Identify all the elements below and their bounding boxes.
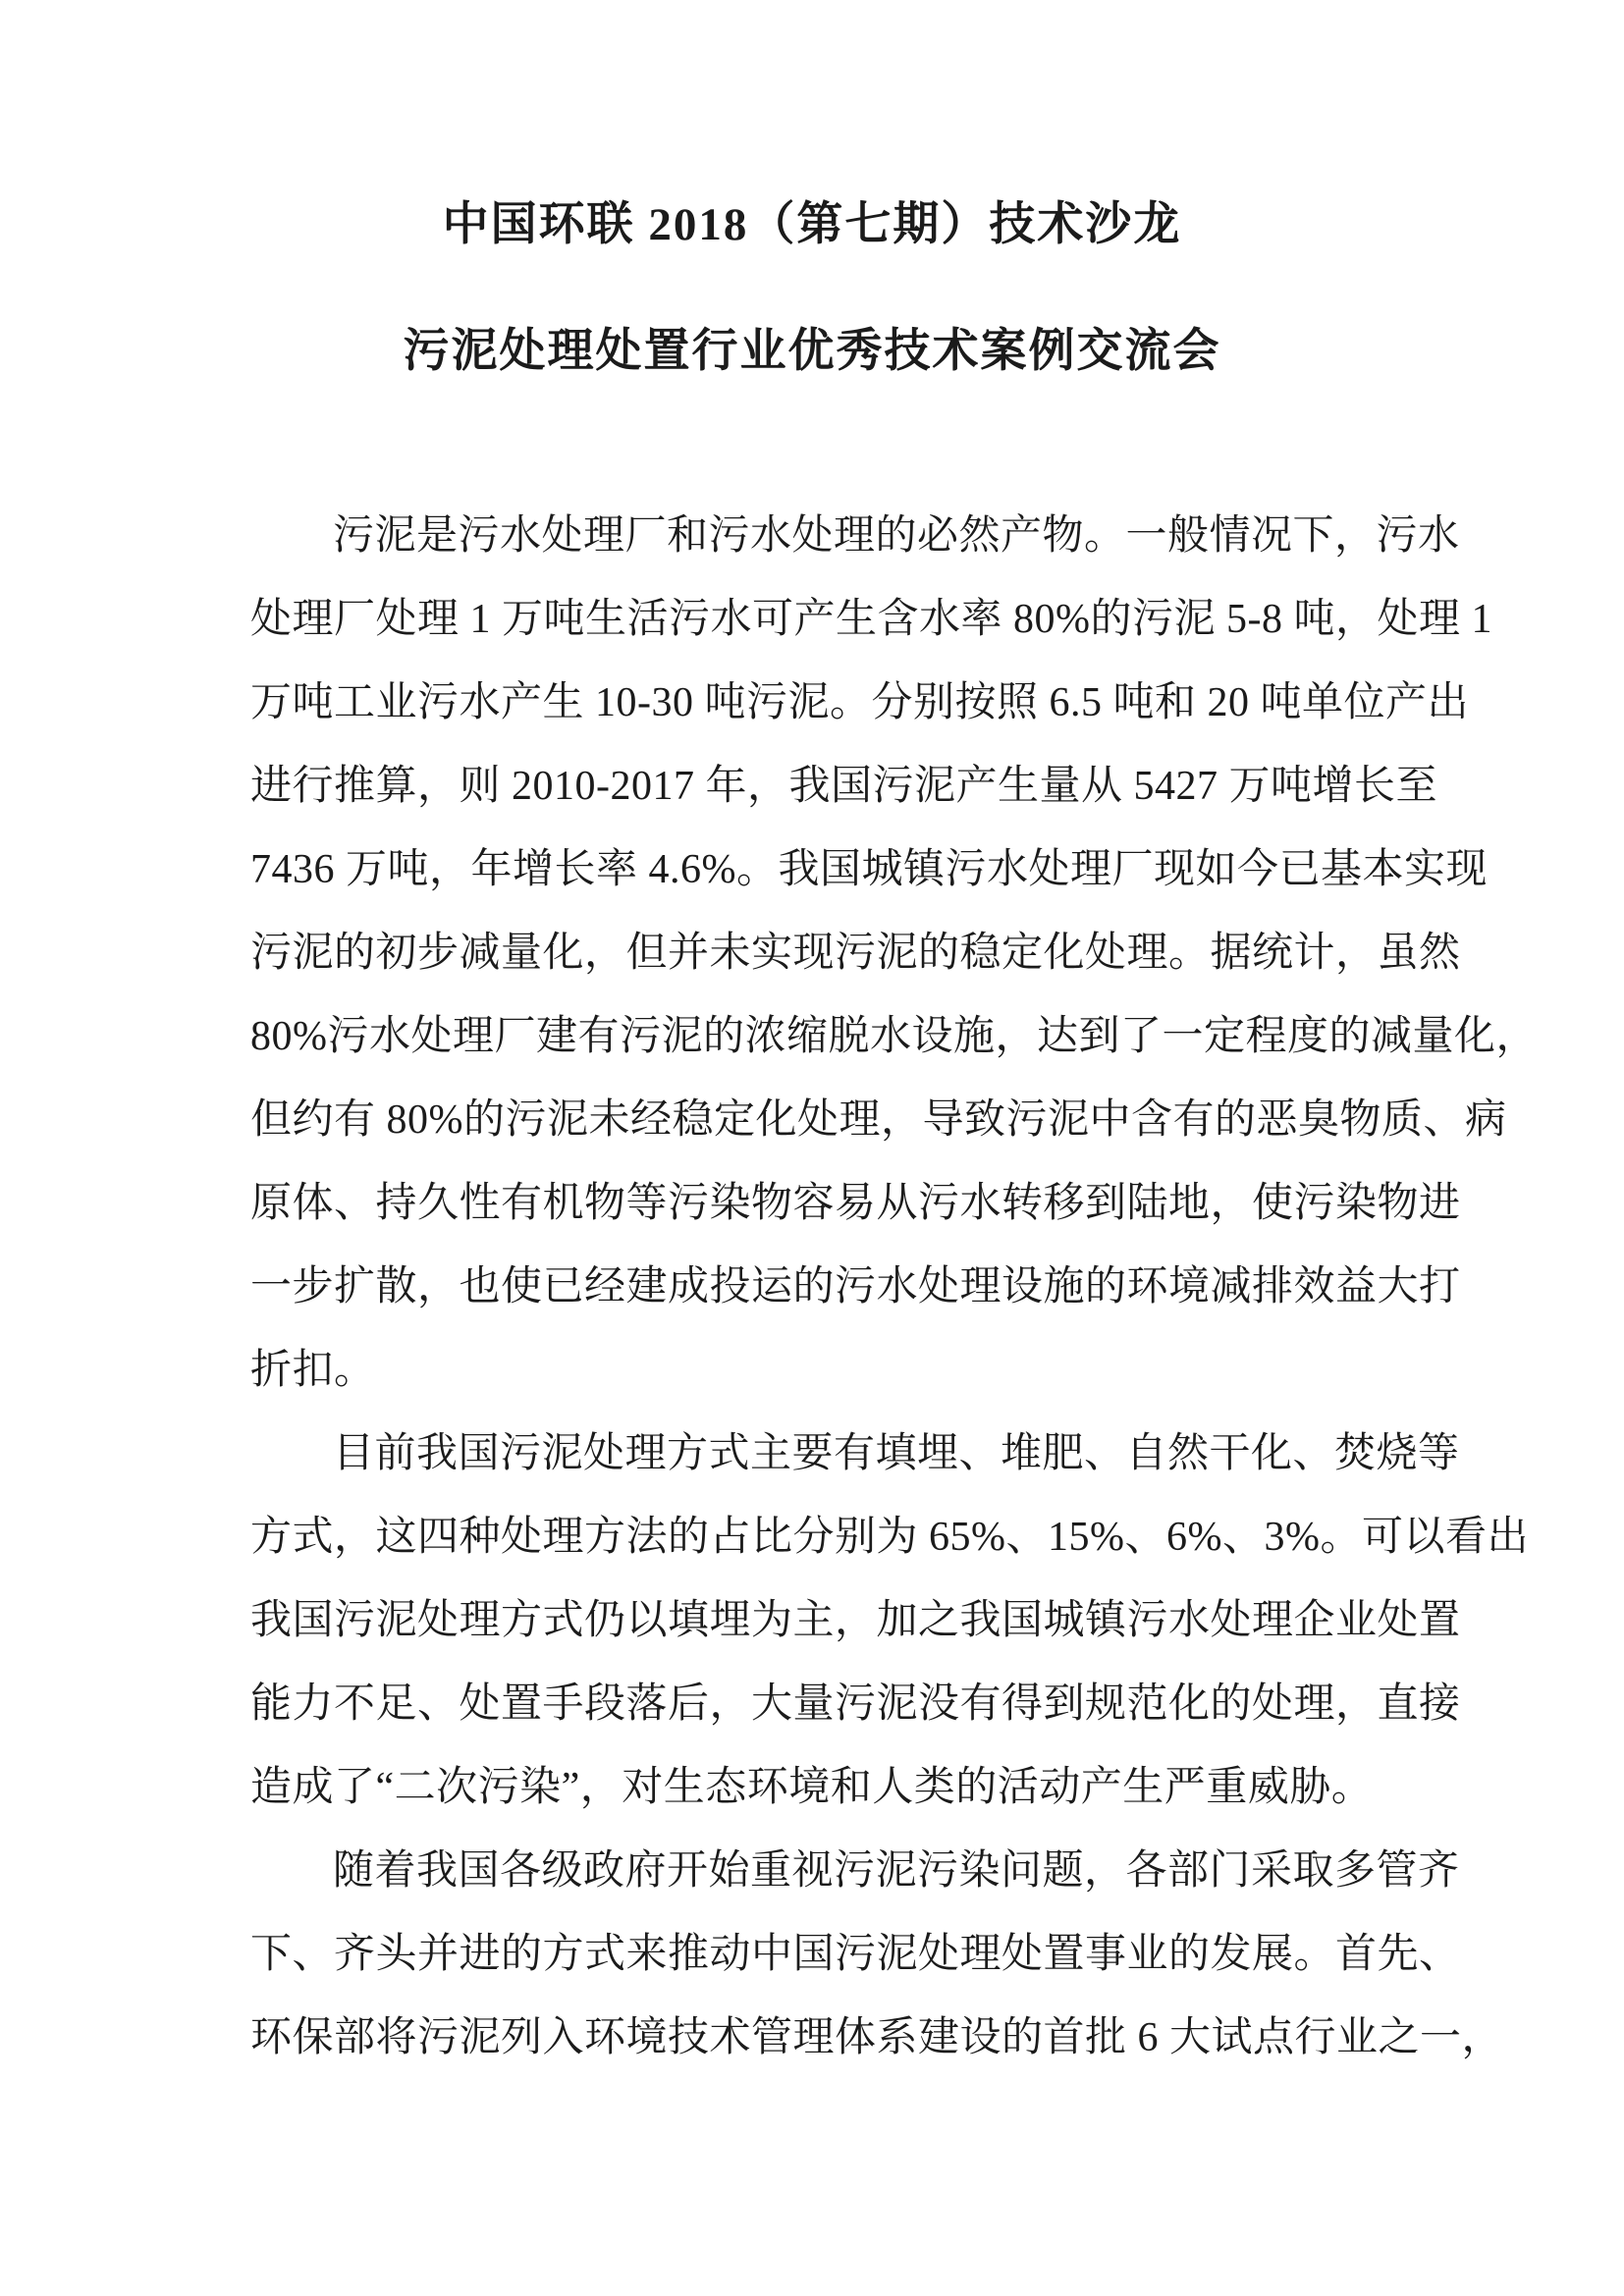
text-line: 我国污泥处理方式仍以填埋为主，加之我国城镇污水处理企业处置	[250, 1598, 1461, 1643]
paragraph-3	[250, 1830, 1504, 2080]
text-line: 下、齐头并进的方式来推动中国污泥处理处置事业的发展。首先、	[250, 1932, 1461, 1977]
title-block	[0, 0, 1624, 375]
text-line: 污泥是污水处理厂和污水处理的必然产物。一般情况下，污水	[333, 513, 1460, 559]
text-line: 进行推算，则 2010-2017 年，我国污泥产生量从 5427 万吨增长至	[250, 764, 1437, 809]
text-line: 7436 万吨，年增长率 4.6%。我国城镇污水处理厂现如今已基本实现	[250, 847, 1488, 892]
text-line: 一步扩散，也使已经建成投运的污水处理设施的环境减排效益大打	[250, 1264, 1461, 1309]
text-line: 原体、持久性有机物等污染物容易从污水转移到陆地，使污染物进	[250, 1181, 1461, 1226]
text-line: 折扣。	[250, 1348, 376, 1393]
document-body	[0, 495, 1624, 2080]
text-line: 污泥的初步减量化，但并未实现污泥的稳定化处理。据统计，虽然	[250, 931, 1461, 976]
document-subtitle: 污泥处理处置行业优秀技术案例交流会	[403, 326, 1221, 377]
paragraph-2	[250, 1413, 1529, 1830]
document-title: 中国环联 2018（第七期）技术沙龙	[442, 199, 1182, 250]
paragraph-1	[250, 495, 1538, 1413]
text-line: 能力不足、处置手段落后，大量污泥没有得到规范化的处理，直接	[250, 1682, 1461, 1727]
text-line: 环保部将污泥列入环境技术管理体系建设的首批 6 大试点行业之一，	[250, 2015, 1504, 2060]
text-line: 但约有 80%的污泥未经稳定化处理，导致污泥中含有的恶臭物质、病	[250, 1097, 1507, 1143]
text-line: 随着我国各级政府开始重视污泥污染问题，各部门采取多管齐	[333, 1848, 1460, 1894]
text-line: 80%污水处理厂建有污泥的浓缩脱水设施，达到了一定程度的减量化，	[250, 1014, 1538, 1059]
text-line: 万吨工业污水产生 10-30 吨污泥。分别按照 6.5 吨和 20 吨单位产出	[250, 680, 1469, 725]
text-line: 目前我国污泥处理方式主要有填埋、堆肥、自然干化、焚烧等	[333, 1431, 1460, 1476]
text-line: 处理厂处理 1 万吨生活污水可产生含水率 80%的污泥 5-8 吨，处理 1	[250, 597, 1492, 642]
text-line: 方式，这四种处理方法的占比分别为 65%、15%、6%、3%。可以看出	[250, 1515, 1529, 1560]
text-line: 造成了“二次污染”，对生态环境和人类的活动产生严重威胁。	[250, 1765, 1374, 1810]
